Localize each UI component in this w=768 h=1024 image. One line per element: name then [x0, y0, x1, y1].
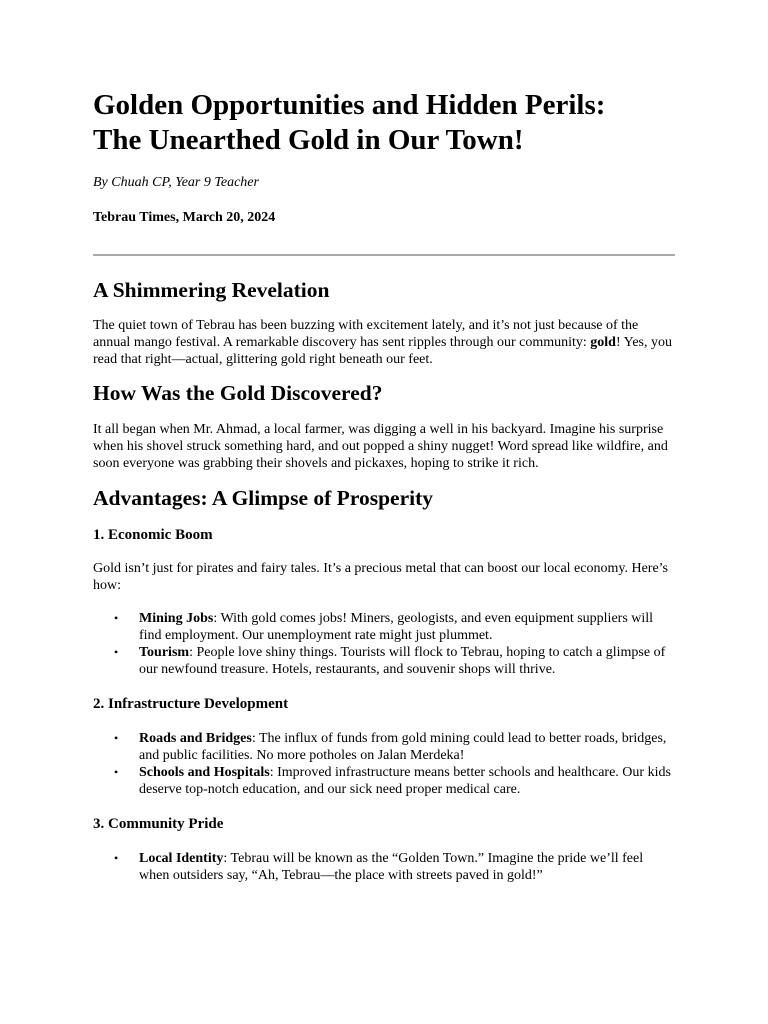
byline: By Chuah CP, Year 9 Teacher — [93, 175, 259, 190]
article-title-line-2: The Unearthed Gold in Our Town! — [93, 124, 524, 156]
bold-word: gold — [590, 335, 616, 350]
section-heading-revelation: A Shimmering Revelation — [93, 278, 330, 302]
pride-list — [93, 850, 675, 884]
subheading-community-pride: 3. Community Pride — [93, 816, 224, 832]
section-heading-advantages: Advantages: A Glimpse of Prosperity — [93, 486, 434, 510]
list-item-term: Roads and Bridges — [139, 731, 252, 746]
bullet-icon: • — [114, 731, 119, 745]
bullet-icon: • — [114, 611, 119, 625]
revelation-paragraph: The quiet town of Tebrau has been buzzing with excitement lately, and it’s not just because of the annual mango festival. A remarkable discovery has sent ripples through our community: gold! Yes, you read that right—actual, glittering gold right beneath our feet. — [93, 318, 672, 367]
list-item-term: Tourism — [139, 645, 190, 660]
divider — [93, 254, 675, 256]
list-item — [93, 764, 675, 798]
subheading-economic-boom: 1. Economic Boom — [93, 527, 213, 543]
infrastructure-list — [93, 730, 675, 798]
economic-intro: Gold isn’t just for pirates and fairy tales. It’s a precious metal that can boost our local economy. Here’s how: — [93, 561, 669, 593]
article-title — [93, 0, 675, 158]
bullet-icon: • — [114, 645, 119, 659]
list-item — [93, 644, 675, 678]
dateline: Tebrau Times, March 20, 2024 — [93, 210, 276, 225]
list-item — [93, 730, 675, 764]
section-heading-discovery: How Was the Gold Discovered? — [93, 381, 383, 405]
list-item-text: : People love shiny things. Tourists will flock to Tebrau, hoping to catch a glimpse of our newfound treasure. Hotels, restaurants, and souvenir shops will thrive. — [139, 645, 666, 677]
list-item — [93, 850, 675, 884]
economic-list — [93, 610, 675, 678]
article-title-line-1: Golden Opportunities and Hidden Perils: — [93, 89, 606, 121]
list-item-text: : With gold comes jobs! Miners, geologists, and even equipment suppliers will find employment. Our unemployment rate might just plummet. — [139, 611, 654, 643]
list-item-text: : Improved infrastructure means better schools and healthcare. Our kids deserve top-notch education, and our sick need proper medical care. — [139, 765, 671, 797]
bullet-icon: • — [114, 765, 119, 779]
discovery-paragraph: It all began when Mr. Ahmad, a local farmer, was digging a well in his backyard. Imagine his surprise when his shovel struck something hard, and out popped a shiny nugget! Word spread like wildfire, and soon everyone was grabbing their shovels and pickaxes, hoping to strike it rich. — [93, 422, 668, 471]
list-item-term: Local Identity — [139, 851, 224, 866]
subheading-infrastructure: 2. Infrastructure Development — [93, 696, 289, 712]
list-item — [93, 610, 675, 644]
bullet-icon: • — [114, 851, 119, 865]
list-item-text: : Tebrau will be known as the “Golden Town.” Imagine the pride we’ll feel when outsiders say, “Ah, Tebrau—the place with streets paved in gold!” — [139, 851, 644, 883]
list-item-term: Mining Jobs — [139, 611, 214, 626]
list-item-text: : The influx of funds from gold mining could lead to better roads, bridges, and public facilities. No more potholes on Jalan Merdeka! — [139, 731, 667, 763]
list-item-term: Schools and Hospitals — [139, 765, 270, 780]
